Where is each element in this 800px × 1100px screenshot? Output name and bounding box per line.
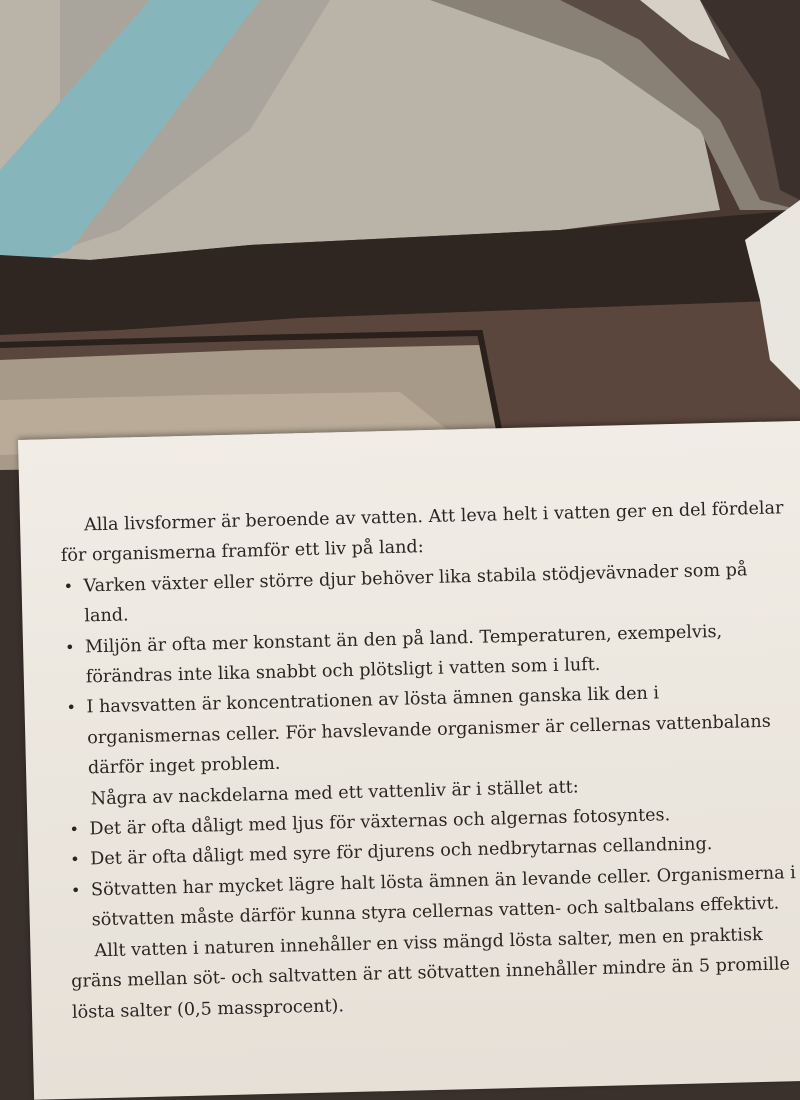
page-text	[60, 493, 800, 1028]
advantages-list	[61, 554, 796, 785]
closing-paragraph: Allt vatten i naturen innehåller en viss mängd lösta salter, men en praktisk gräns mellan söt- och saltvatten är att sötvatten innehåller mindre än 5 promille lösta salter (0,5 massprocent).	[71, 924, 791, 1023]
list-item-text: Det är ofta dåligt med syre för djurens och nedbrytarnas cellandning.	[90, 834, 713, 870]
blanket-pattern	[0, 0, 800, 470]
bullet-icon: •	[64, 637, 75, 657]
bullet-icon: •	[63, 576, 74, 596]
blanket-background	[0, 0, 800, 470]
bullet-icon: •	[70, 880, 81, 900]
disadvantages-intro: Några av nackdelarna med ett vattenliv är i stället att:	[90, 777, 579, 809]
disadvantages-list	[67, 797, 800, 936]
book-page	[18, 420, 800, 1099]
bullet-icon: •	[70, 850, 80, 870]
list-item	[64, 676, 796, 785]
bullet-icon: •	[69, 819, 80, 839]
bullet-icon: •	[66, 698, 77, 718]
list-item-text: Sötvatten har mycket lägre halt lösta ämnen än levande celler. Organismerna i sötvatten måste därför kunna styra cellernas vatten- och saltbalans effektivt.	[90, 863, 797, 931]
list-item-text: Miljön är ofta mer konstant än den på land. Temperaturen, exempelvis, förändras inte lika snabbt och plötsligt i vatten som i luft.	[84, 621, 723, 688]
list-item-text: I havsvatten är koncentrationen av lösta ämnen ganska lik den i organismernas celler. För havslevande organismer är cellernas vattenbalans därför inget problem.	[86, 683, 771, 779]
list-item-text: Det är ofta dåligt med ljus för växternas och algernas fotosyntes.	[89, 805, 671, 840]
list-item-text: Varken växter eller större djur behöver lika stabila stödjevävnader som på land.	[83, 560, 748, 627]
intro-paragraph: Alla livsformer är beroende av vatten. Att leva helt i vatten ger en del fördelar för organismerna framför ett liv på land:	[60, 498, 784, 567]
